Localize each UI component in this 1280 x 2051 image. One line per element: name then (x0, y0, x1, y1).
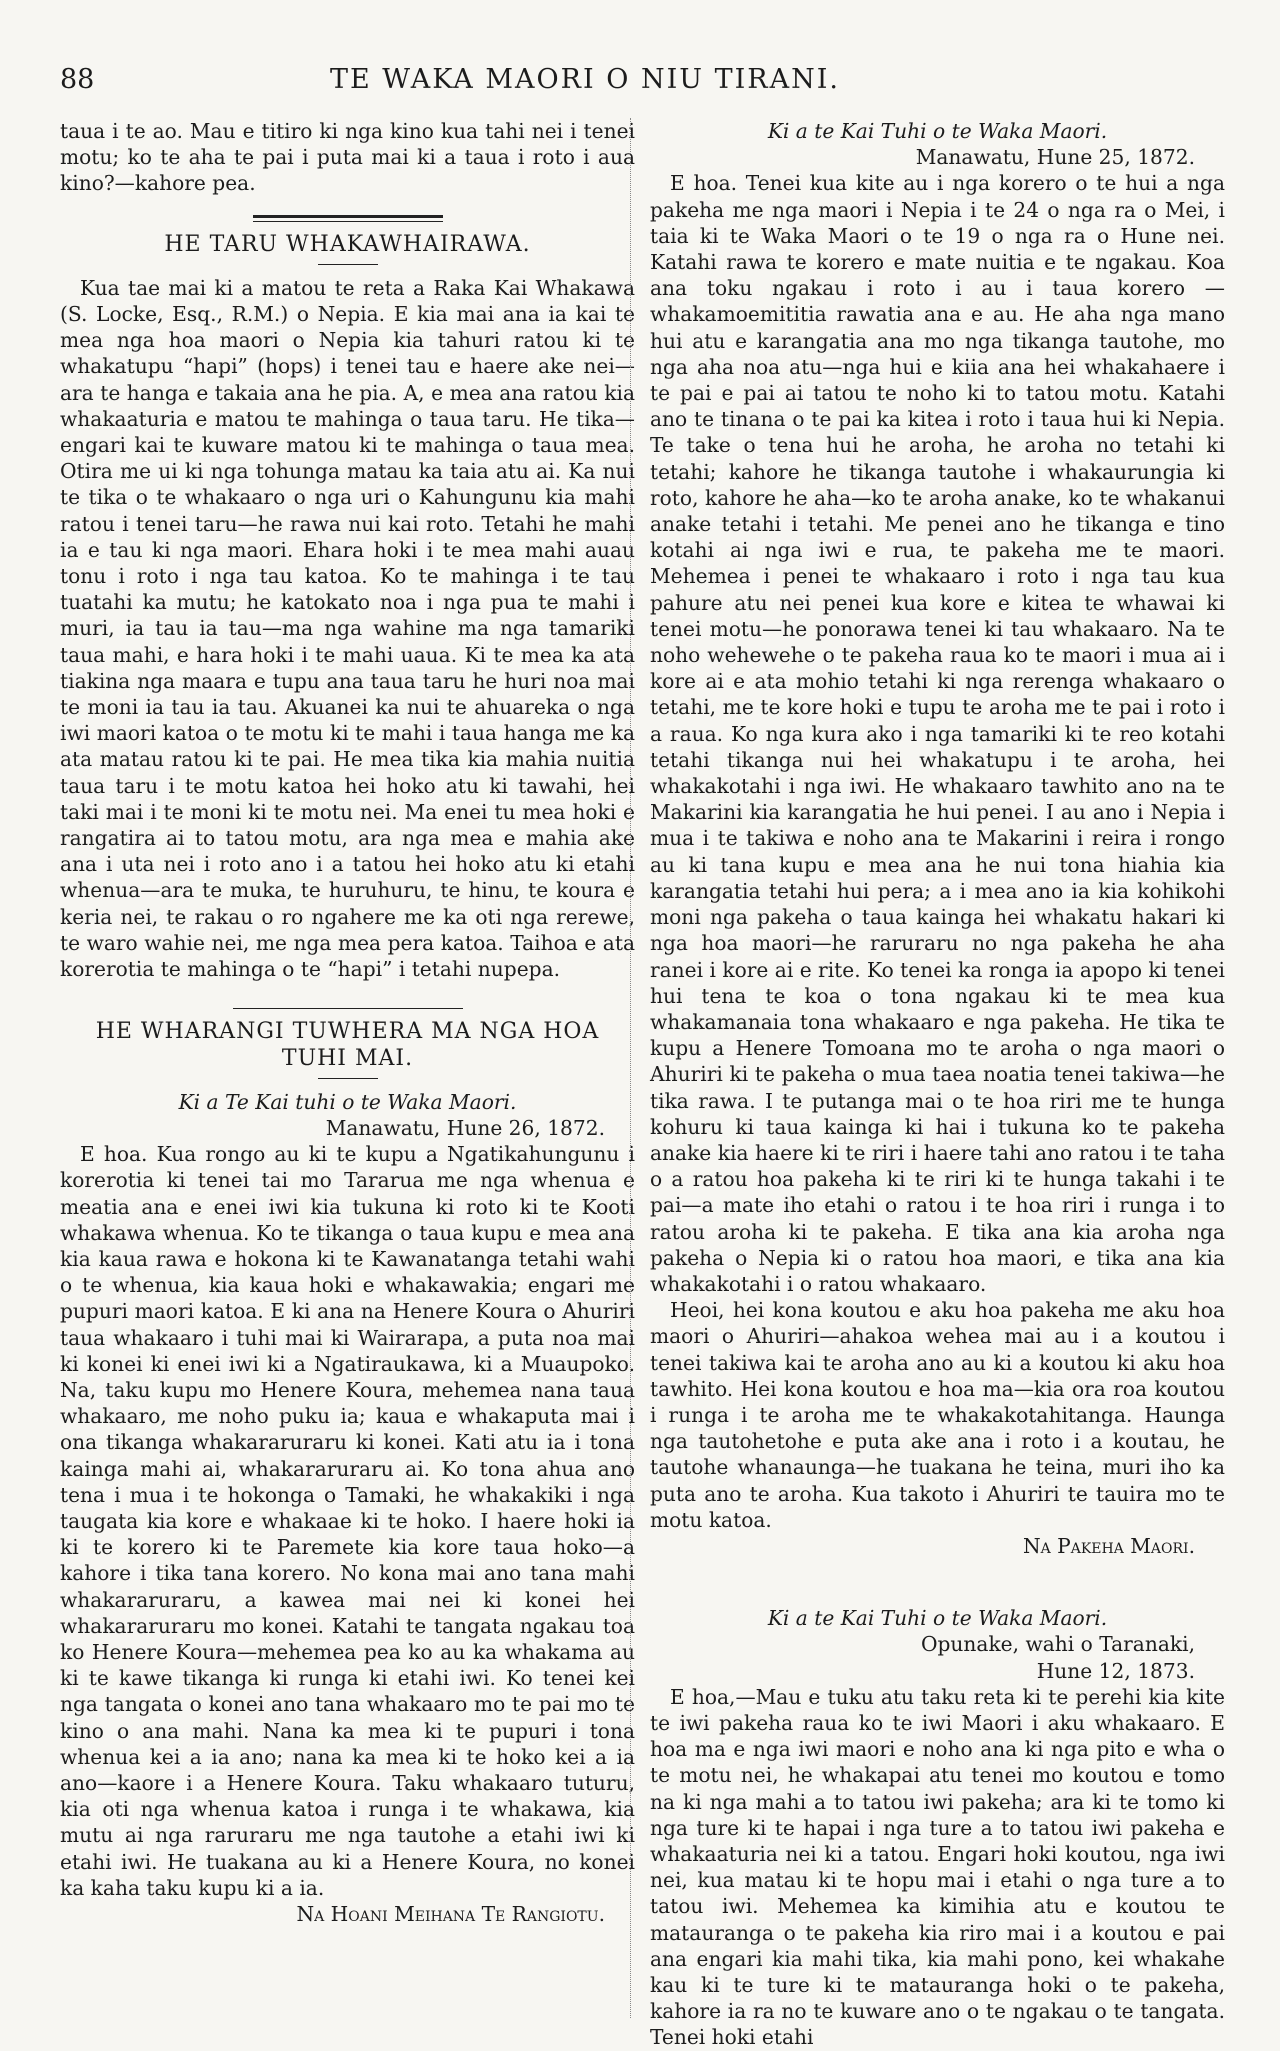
letter-body: E hoa,—Mau e tuku atu taku reta ki te perehi kia kite te iwi pakeha raua ko te iwi Maori i aku whakaaro. E hoa ma e nga iwi maori e noho ana ki nga pito e wha o te motu nei, he whakapai atu tenei mo koutou e tomo na ki nga mahi a to tatou iwi pakeha; ara ki te tomo ki nga ture ki te hapai i nga ture a to tatou iwi pakeha e whakaaturia nei ki a tatou. Engari hoki koutou, nga iwi nei, kua matau ki te hopu mai i etahi o nga ture a to tatou iwi. Mehemea ka kimihia atu e koutou te matauranga o te pakeha kia riro mai i a koutou e pai ana engari kia mahi tika, kia mahi pono, kei whakahe kau ki te ture ki te matauranga hoki o te pakeha, kahore ia ra no te kuware ano o te ngakau o te tangata. Tenei hoki etahi (650, 1684, 1225, 2050)
letter-place-date: Manawatu, Hune 25, 1872. (915, 145, 1195, 170)
letter-body: E hoa. Kua rongo au ki te kupu a Ngatikahungunu i korerotia ki tenei tai mo Tararua me nga whenua e meatia ana e enei iwi kia tukuna ki roto ki te Kooti whakawa whenua. Ko te tikanga o taua kupu e mea ana kia kaua rawa e hokona ki te Kawanatanga tetahi wahi o te whenua, kia kaua hoki e whakawakia; engari me pupuri maori katoa. E ki ana na Henere Koura o Ahuriri taua whakaaro i tuhi mai ki Wairarapa, a puta noa mai ki konei ki enei iwi ki a Ngatiraukawa, ki a Muaupoko. Na, taku kupu mo Henere Koura, mehemea nana taua whakaaro, me noho puku ia; kaua e whakaputa mai i ona tikanga whakararuraru ki konei. Kati atu ia i tona kainga mahi ai, whakararuraru ai. Ko tona ahua ano tena i mua i te hokonga o Tamaki, he whakakiki i nga taugata kia kore e whakaae ki te hoko. I haere hoki ia ki te korero ki te Paremete kia kore taua hoko—a kahore i tika tana korero. No kona mai ano tana mahi whakararuraru, a kawea mai nei ki konei hei whakararuraru mo konei. Katahi te tangata ngakau toa ko Henere Koura—mehemea pea ko au ka whakama au ki te kawe tikanga ki runga ki etahi iwi. Ko tenei kei nga tangata o konei ano tana whakaaro mo te pai mo te kino o ana mahi. Nana ka mea ki te pupuri i tona whenua kei a ia ano; nana ka mea ki te hoko kei a ia ano—kaore i a Henere Koura. Taku whakaaro tuturu, kia oti nga whenua katoa i runga i te whakawa, kia mutu ai nga raruraru me nga tautohe a etahi iwi ki etahi iwi. He tuakana au ki a Henere Koura, no konei ka kaha taku kupu ki a ia. (60, 1142, 635, 1900)
letter-signature: Na Hoani Meihana Te Rangiotu. (296, 1902, 605, 1926)
heading-rule (318, 264, 378, 265)
article-heading-hops: HE TARU WHAKAWHAIRAWA. (164, 231, 531, 257)
article-body-hops: Kua tae mai ki a matou te reta a Raka Kai Whakawa (S. Locke, Esq., R.M.) o Nepia. E kia mai ana ia kai te mea nga hoa maori o Nepia kia tahuri ratou ki te whakatupu “hapi” (hops) i tenei tau e haere ake nei—ara te hanga e takaia ana he pia. A, e mea ana ratou kia whakaaturia e matou te mahinga o taua taru. He tika—engari kai te kuware matou ki te mahinga o taua mea. Otira me ui ki nga tohunga matau ka taia atu ai. Ka nui te tika o te whakaaro o nga uri o Kahungunu kia mahi ratou i tenei taru—he rawa nui kai roto. Tetahi he mahi ia e tau ki nga maori. Ehara hoki i te mea mahi auau tonu i roto i nga tau katoa. Ko te mahinga i te tau tuatahi ka mutu; he katokato noa i nga pua te mahi i muri, ia tau ia tau—ma nga wahine ma nga tamariki taua mahi, e hara hoki i te mahi uaua. Ki te mea ka ata tiakina nga maara e tupu ana taua taru he huri noa mai te moni ia tau ia tau. Akuanei ka nui te ahuareka o nga iwi maori katoa o te motu ki te mahi i taua hanga me ka ata matau ratou ki te pai. He mea tika kia mahia nuitia taua taru i te motu katoa hei hoko atu ki tawahi, hei taki mai i te moni ki te motu nei. Ma enei tu mea hoki e rangatira ai to tatou motu, ara nga mea e mahia ake ana i uta nei i roto ano i a tatou hei hoko atu ki etahi whenua—ara te muka, te huruhuru, te hinu, te koura e keria nei, te rakau o ro ngahere me ka oti nga rerewe, te waro wahie nei, me nga mea pera katoa. Taihoa e ata korerotia te mahinga o te “hapi” i tetahi nupepa. (60, 275, 635, 982)
left-column (60, 118, 635, 1927)
letter-body: E hoa. Tenei kua kite au i nga korero o te hui a nga pakeha me nga maori i Nepia i te 24 o nga ra o Mei, i taia ki te Waka Maori o te 19 o nga ra o Hune nei. Katahi rawa te korero e mate nuitia e te ngakau. Koa ana toku ngakau i roto i au i taua korero —whakamoemititia rawatia ana e au. He aha nga mano hui atu e karangatia ana mo nga tikanga tautohe, mo nga aha noa atu—nga hui e kiia ana hei whakahaere i te pai e pai ai tatou te noho ki to tatou motu. Katahi ano te tinana o te pai ka kitea i roto i taua hui ki Nepia. Te take o tena hui he aroha, he aroha no tetahi ki tetahi; kahore he tikanga tautohe i whakaurungia ki roto, kahore he aha—ko te aroha anake, ko te whakanui anake tetahi i tetahi. Me penei ano he tikanga e tino kotahi ai nga iwi e rua, te pakeha me te maori. Mehemea i penei te whakaaro i roto i nga tau kua pahure atu nei penei kua kore e kitea te whawai ki tenei motu—he ponorawa tenei ki tau whakaaro. Na te noho wehewehe o te pakeha raua ko te maori i mua ai i kore ai e ata mohio tetahi ki nga rerenga whakaaro o tetahi, me te kore hoki e tupu te aroha me te pai i roto i a raua. Ko nga kura ako i nga tamariki ki te reo kotahi tetahi tikanga nui hei whakatupu i te aroha, hei whakakotahi i nga iwi. He whakaaro tawhito ano na te Makarini kia karangatia he hui penei. I au ano i Nepia i mua i te takiwa e noho ana te Makarini i reira i rongo au ki tana kupu e mea ana he nui tona hiahia kia karangatia tetahi hui pera; a i mea ano ia kia kohikohi moni nga pakeha o taua kainga hei whakatu hakari ki nga hoa maori—he raruraru no nga pakeha he aha ranei i kore ai e rite. Ko tenei ka ronga ia apopo ki tenei hui tena te koa o tona ngakau ki te mea kua whakamanaia tona whakaaro e nga pakeha. He tika te kupu a Henere Tomoana mo te aroha o nga maori o Ahuriri ki te pakeha o mua taea noatia tenei takiwa—he tika rawa. I te putanga mai o te hoa riri me te hunga kohuru ki taua kainga ki hai i tukuna ko te pakeha anake kia haere ki te riri i haere tahi ano ratou i te taha o a ratou hoa pakeha ki te riri ki te hunga takahi i te pai—a mate iho etahi o ratou i te hoa riri i runga i to ratou aroha ki te pakeha. E tika ana kia aroha nga pakeha o Nepia ki o ratou hoa maori, e tika ana kia whakakotahi i o ratou whakaaro. (650, 171, 1225, 1296)
heading-rule (318, 1078, 378, 1079)
letter-salutation: Ki a te Kai Tuhi o te Waka Maori. (767, 119, 1108, 143)
letter-place-date: Manawatu, Hune 26, 1872. (325, 1115, 605, 1140)
letter-date: Hune 12, 1873. (1036, 1658, 1195, 1683)
section-divider (253, 215, 443, 222)
letter-salutation: Ki a te Kai Tuhi o te Waka Maori. (767, 1606, 1108, 1631)
running-title: TE WAKA MAORI O NIU TIRANI. (330, 64, 840, 95)
letter-salutation: Ki a Te Kai tuhi o te Waka Maori. (178, 1089, 517, 1114)
section-divider (233, 1008, 463, 1009)
column-divider (630, 118, 631, 2018)
page-number: 88 (60, 64, 95, 95)
section-heading-letters: HE WHARANGI TUWHERA MA NGA HOA TUHI MAI. (95, 1019, 600, 1071)
letter-body-closing: Heoi, hei kona koutou e aku hoa pakeha me aku hoa maori o Ahuriri—ahakoa wehea mai au i a koutou i tenei takiwa kai te aroha ano au ki a koutou ki aku hoa tawhito. Hei kona koutou e hoa ma—kia ora roa koutou i runga i te aroha me te whakakotahitanga. Haunga nga tautohetohe e puta ake ana i roto i a koutau, he tautohe whanaunga—he tuakana he teina, muri iho ka puta ano te aroha. Kua takoto i Ahuriri te tauira mo te motu katoa. (650, 1298, 1225, 1532)
page-header (60, 64, 1210, 104)
letter-signature: Na Pakeha Maori. (1022, 1533, 1195, 1558)
letter-place: Opunake, wahi o Taranaki, (920, 1632, 1195, 1657)
article-continuation: taua i te ao. Mau e titiro ki nga kino kua tahi nei i tenei motu; ko te aha te pai i puta mai ki a taua i roto i aua kino?—kahore pea. (60, 119, 635, 196)
right-column (650, 118, 1225, 2051)
